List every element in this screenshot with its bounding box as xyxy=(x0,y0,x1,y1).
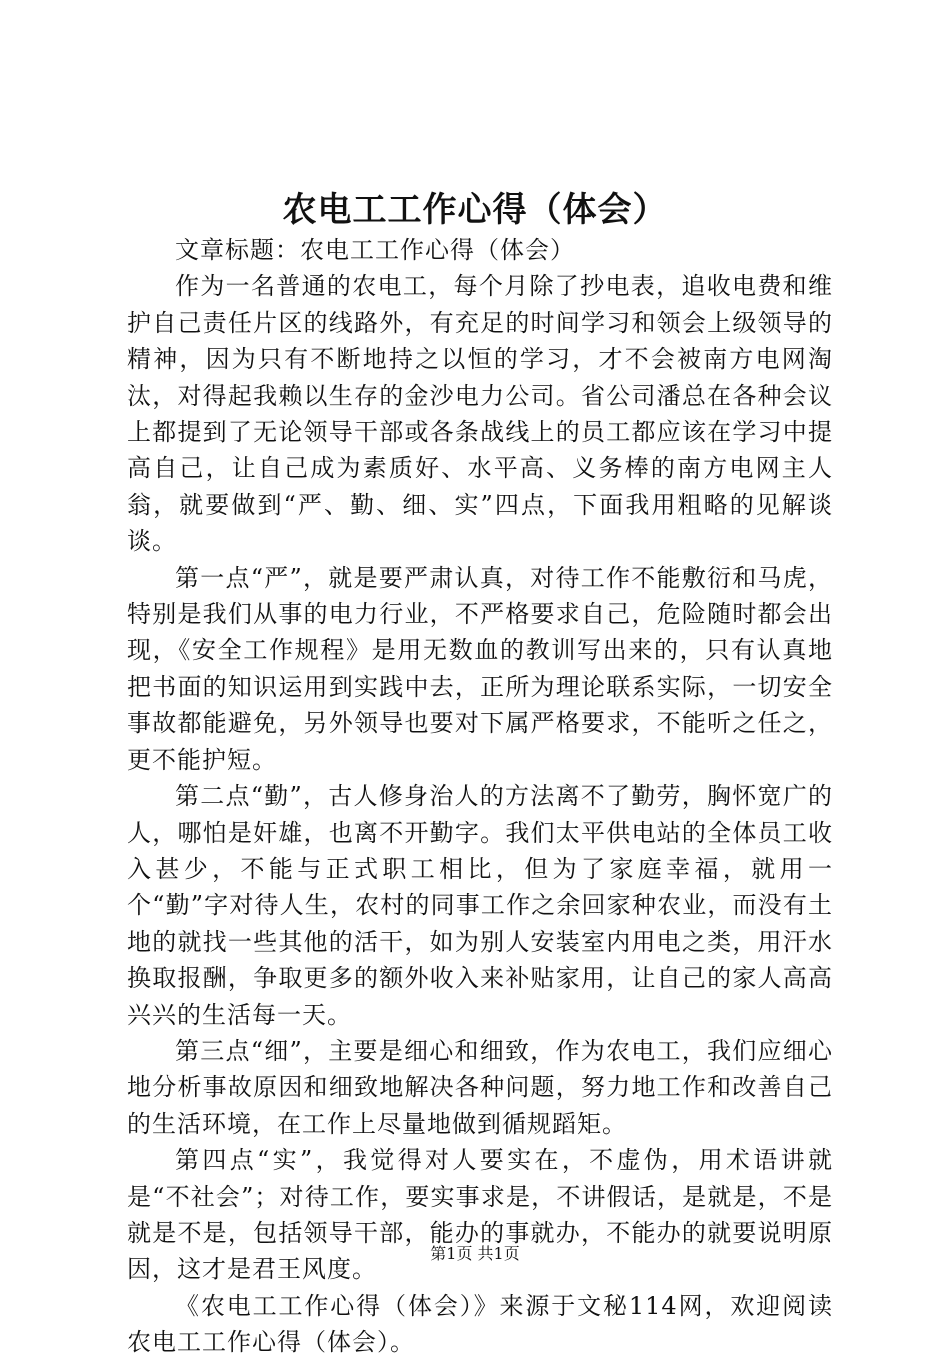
paragraph-point-diligent: 第二点“勤”，古人修身治人的方法离不了勤劳，胸怀宽广的人，哪怕是奸雄，也离不开勤字。我们太平供电站的全体员工收入甚少，不能与正式职工相比，但为了家庭幸福，就用一个“勤”字对待人生，农村的同事工作之余回家种农业，而没有土地的就找一些其他的活干，如为别人安装室内用电之类，用汗水换取报酬，争取更多的额外收入来补贴家用，让自己的家人高高兴兴的生活每一天。 xyxy=(127,782,833,1029)
paragraph-point-practical: 第四点“实”，我觉得对人要实在，不虚伪，用术语讲就是“不社会”；对待工作，要实事求是，不讲假话，是就是，不是就是不是，包括领导干部，能办的事就办，不能办的就要说明原因，这才是君王风度。 xyxy=(127,1146,833,1284)
paragraph-source-note: 《农电工工作心得（体会）》来源于文秘114网，欢迎阅读农电工工作心得（体会）。 xyxy=(127,1291,833,1357)
paragraph-intro: 作为一名普通的农电工，每个月除了抄电表，追收电费和维护自己责任片区的线路外，有充足的时间学习和领会上级领导的精神，因为只有不断地持之以恒的学习，才不会被南方电网淘汰，对得起我赖以生存的金沙电力公司。省公司潘总在各种会议上都提到了无论领导干部或各条战线上的员工都应该在学习中提高自己，让自己成为素质好、水平高、义务棒的南方电网主人翁，就要做到“严、勤、细、实”四点，下面我用粗略的见解谈谈。 xyxy=(127,272,833,556)
document-title: 农电工工作心得（体会） xyxy=(282,190,668,230)
paragraph-point-strict: 第一点“严”，就是要严肃认真，对待工作不能敷衍和马虎，特别是我们从事的电力行业，不严格要求自己，危险随时都会出现，《安全工作规程》是用无数血的教训写出来的，只有认真地把书面的知识运用到实践中去，正所为理论联系实际，一切安全事故都能避免，另外领导也要对下属严格要求，不能听之任之，更不能护短。 xyxy=(127,563,833,774)
document-body xyxy=(127,232,833,1361)
page-number-footer: 第1页 共1页 xyxy=(430,1244,520,1263)
paragraph-point-careful: 第三点“细”，主要是细心和细致，作为农电工，我们应细心地分析事故原因和细致地解决各种问题，努力地工作和改善自己的生活环境，在工作上尽量地做到循规蹈矩。 xyxy=(127,1036,833,1138)
paragraph-article-heading: 文章标题：农电工工作心得（体会） xyxy=(175,236,575,264)
